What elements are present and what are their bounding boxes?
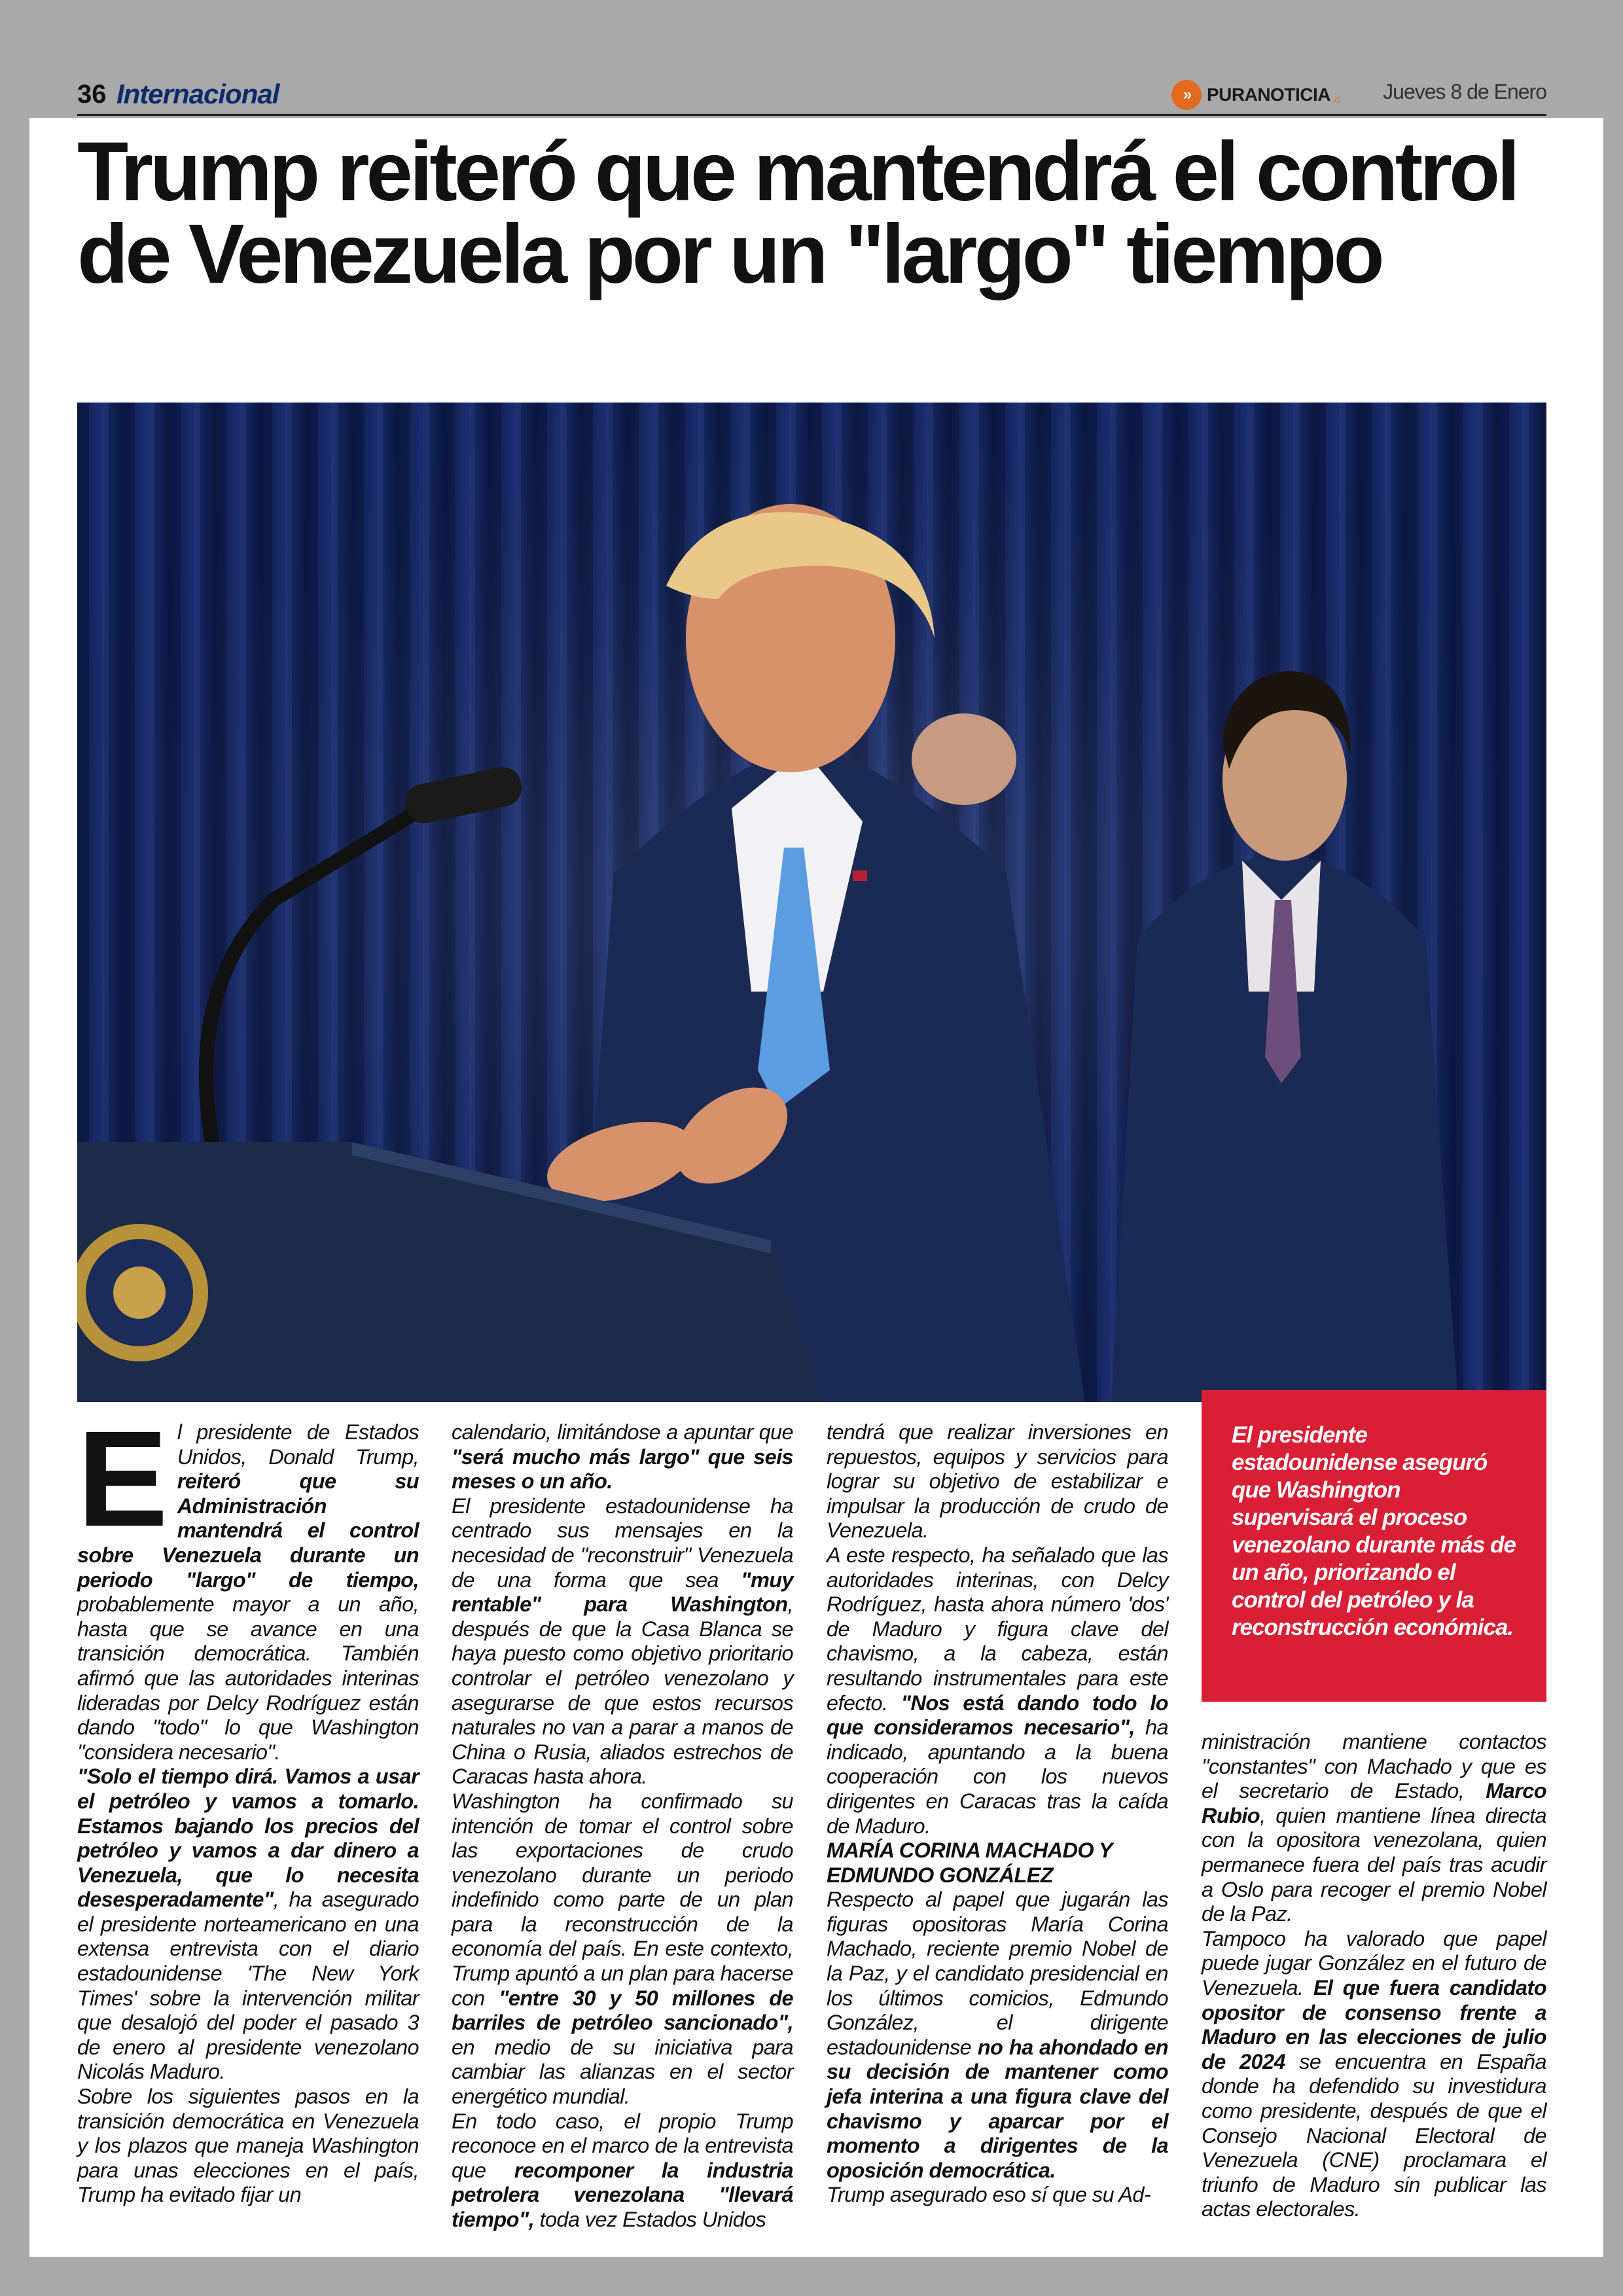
- section-title: Internacional: [116, 79, 279, 109]
- article-column-3: tendrá que realizar inversiones en repuestos, equipos y servicios para lograr su objetivo de estabilizar e impulsar la producción de crudo de Venezuela. A este respecto, ha señalado que las autoridades interinas, con Delcy Rodríguez, hasta ahora número 'dos' de Maduro y figura clave del chavismo, a la cabeza, están resultando instrumentales para este efecto. "Nos está dando todo lo que consideramos necesario", ha indicado, apuntando a la buena cooperación con los nuevos dirigentes en Caracas tras la caída de Maduro. MARÍA CORINA MACHADO Y EDMUNDO GONZÁLEZ Respecto al papel que jugarán las figuras opositoras María Corina Machado, reciente premio Nobel de la Paz, y el candidato presidencial en los últimos comicios, Edmundo González, el dirigente estadounidense no ha ahondado en su decisión de mantener como jefa interina a una figura clave del chavismo y aparcar por el momento a dirigentes de la oposición democrática. Trump asegurado eso sí que su Ad-: [827, 1420, 1168, 2207]
- logo-name: PURANOTICIA: [1207, 84, 1330, 105]
- pull-quote-box: El presidente estadounidense aseguró que Washington supervisará el proceso venezolano durante más de un año, priorizando el control del petróleo y la reconstrucción económica.: [1202, 1390, 1546, 1702]
- article-column-2: calendario, limitándose a apuntar que "será mucho más largo" que seis meses o un año. El presidente estadounidense ha centrado sus mensajes en la necesidad de "reconstruir" Venezuela de una forma que sea "muy rentable" para Washington, después de que la Casa Blanca se haya puesto como objetivo prioritario controlar el petróleo venezolano y asegurarse de que estos recursos naturales no van a parar a manos de China o Rusia, aliados estrechos de Caracas hasta ahora. Washington ha confirmado su intención de tomar el control sobre las exportaciones de crudo venezolano durante un periodo indefinido como parte de un plan para la reconstrucción de la economía del país. En este contexto, Trump apuntó a un plan para hacerse con "entre 30 y 50 millones de barriles de petróleo sancionado", en medio de su iniciativa para cambiar las alianzas en el sector energético mundial. En todo caso, el propio Trump reconoce en el marco de la entrevista que recomponer la industria petrolera venezolana "llevará tiempo", toda vez Estados Unidos: [452, 1420, 794, 2231]
- issue-date: Jueves 8 de Enero: [1383, 80, 1546, 103]
- trump-rubio-press-photo: [77, 403, 1546, 1402]
- article-subheading: MARÍA CORINA MACHADO Y EDMUNDO GONZÁLEZ: [827, 1839, 1113, 1887]
- page-header: [77, 77, 1546, 116]
- flag-pin: [853, 870, 867, 881]
- page-number: 36: [77, 80, 107, 109]
- puranoticia-logo: [1171, 79, 1341, 111]
- headline: Trump reiteró que mantendrá el control de Venezuela por un "largo" tiempo: [77, 125, 1517, 301]
- drop-cap: E: [77, 1403, 166, 1555]
- article-column-4: ministración mantiene contactos "constantes" con Machado y que es el secretario de Estado, Marco Rubio, quien mantiene línea directa con la opositora venezolana, quien permanece fuera del país tras acudir a Oslo para recoger el premio Nobel de la Paz. Tampoco ha valorado que papel puede jugar González en el futuro de Venezuela. El que fuera candidato opositor de consenso frente a Maduro en las elecciones de julio de 2024 se encuentra en España donde ha defendido su investidura como presidente, después de que el Consejo Nacional Electoral de Venezuela (CNE) proclamara el triunfo de Maduro sin publicar las actas electorales.: [1202, 1730, 1546, 2221]
- article-photo: [77, 403, 1546, 1402]
- logo-arrows-icon: »: [1171, 80, 1202, 110]
- background-person-head: [912, 713, 1016, 805]
- article-column-1: El presidente de Estados Unidos, Donald Trump, reiteró que su Administración mantendrá el control sobre Venezuela durante un periodo "largo" de tiempo, probablemente mayor a un año, hasta que se avance en una transición democrática. También afirmó que las autoridades interinas lideradas por Delcy Rodríguez están dando "todo" lo que Washington "considera necesario". "Solo el tiempo dirá. Vamos a usar el petróleo y vamos a tomarlo. Estamos bajando los precios del petróleo y vamos a dar dinero a Venezuela, que lo necesita desesperadamente", ha asegurado el presidente norteamericano en una extensa entrevista con el diario estadounidense 'The New York Times' sobre la intervención militar que desalojó del poder el pasado 3 de enero al presidente venezolano Nicolás Maduro. Sobre los siguientes pasos en la transición democrática en Venezuela y los plazos que maneja Washington para unas elecciones en el país, Trump ha evitado fijar un: [77, 1403, 419, 2207]
- logo-suffix: .cl: [1331, 94, 1341, 105]
